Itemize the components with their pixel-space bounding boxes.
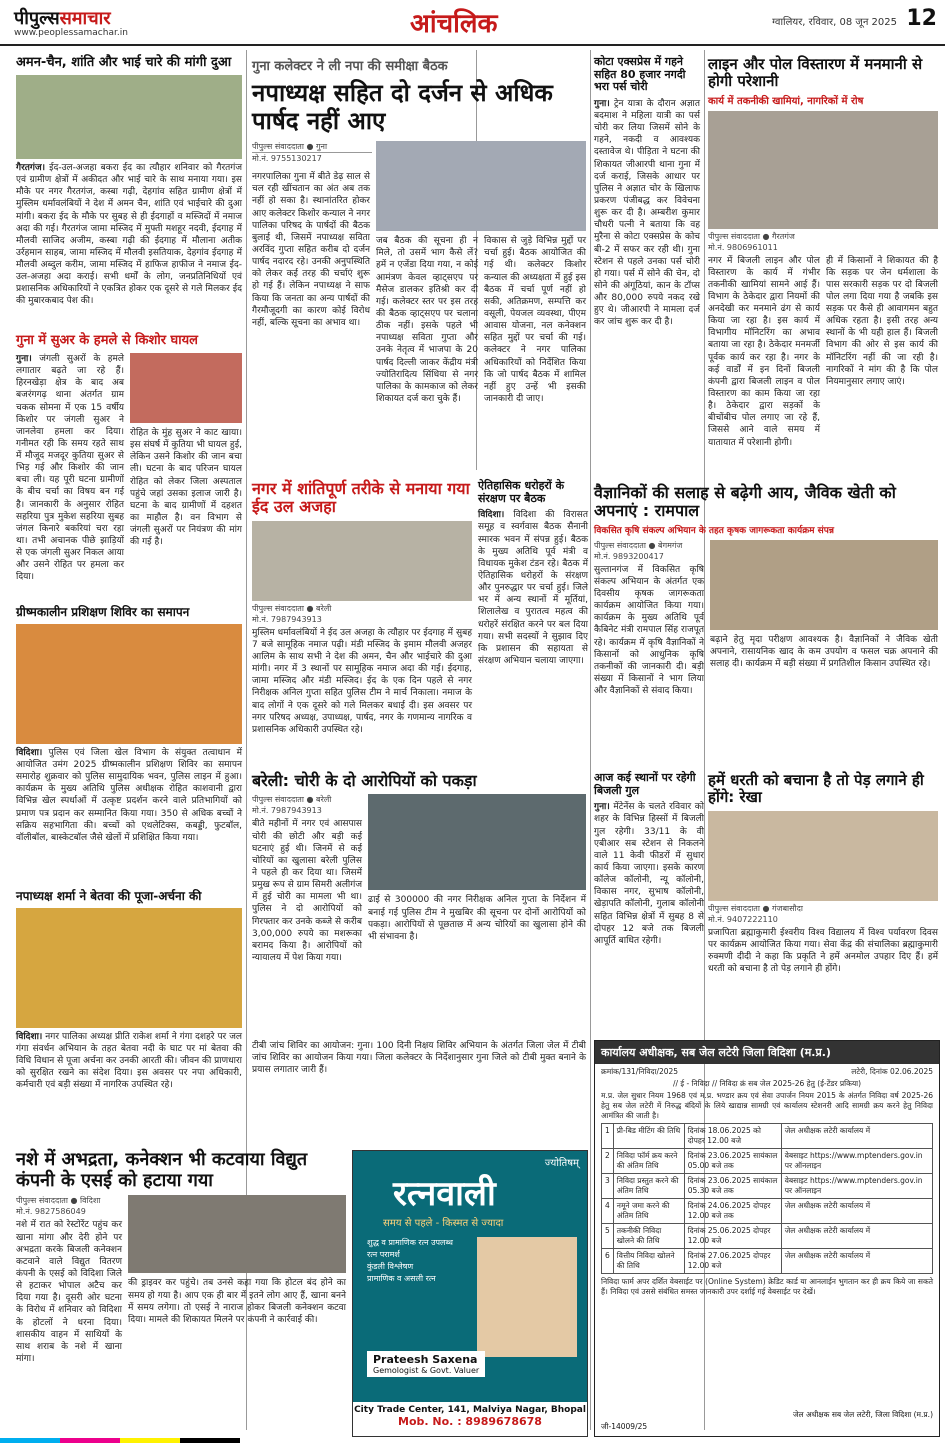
table-row: 5 तकनीकी निविदा खोलने की तिथि दिनांक 25.06.2025 दोपहर 12.00 बजे जेल अधीक्षक लटेरी कार्यालय में bbox=[602, 1224, 933, 1249]
headline: गुना में सुअर के हमले से किशोर घायल bbox=[16, 333, 198, 348]
masthead bbox=[0, 0, 945, 46]
article-bareli-theft bbox=[252, 772, 586, 1034]
pole-photo bbox=[708, 111, 938, 229]
eid-crowd-photo bbox=[252, 521, 472, 601]
article-body: विदिशा। नगर पालिका अध्यक्ष प्रीति राकेश शर्मा ने गंगा दशहरे पर जल गंगा संवर्धन अभियान के तहत बेतवा नदी के घाट पर मां बेतवा की विधि विधान से पूजा अर्चना कर उनकी आरती की। जीवन की प्राणधारा को सुरक्षित रखने का संदेश दिया। इस अवसर पर नपा अधिकारी, कर्मचारी एवं बड़ी संख्या में नागरिक उपस्थित रहे। bbox=[16, 1031, 242, 1091]
article-body: सुल्तानगंज में विकसित कृषि संकल्प अभियान के अंतर्गत एक दिवसीय कृषक जागरूकता कार्यक्रम आयोजित किया गया। कार्यक्रम के मुख्य अतिथि पूर्व कैबिनेट मंत्री रामपाल सिंह राजपूत रहे। कार्यक्रम में कृषि वैज्ञानिकों ने किसानों को आधुनिक कृषि तकनीकों की जानकारी दी। बड़ी संख्या में किसानों ने भाग लिया और वैज्ञानिकों से संवाद किया। bbox=[594, 564, 704, 697]
headline: कोटा एक्सप्रेस में गहने सहित 80 हजार नगदी भरा पर्स चोरी bbox=[594, 55, 686, 94]
table-row: 4 नमूने जमा करने की अंतिम तिथि दिनांक 24.06.2025 दोपहर 12.00 बजे तक जेल अधीक्षक लटेरी कार्यालय में bbox=[602, 1199, 933, 1224]
article-aman-chain bbox=[16, 56, 242, 306]
article-body: नशे में रात को रेस्टोरेंट पहुंच कर खाना मांगा और देरी होने पर अभद्रता करके बिजली कनेक्शन कटवाने वाले विद्युत वितरण कंपनी के एसई को विदिशा जिले से हटाकर भोपाल अटैच कर दिया गया है। दूसरी ओर घटना के विरोध में शनिवार को विदिशा के होटलों ने धरना दिया। शासकीय वाहन में साथियों के साथ शराब के नशे में खाना मांगा। bbox=[16, 1220, 122, 1364]
table-row: 6 वित्तीय निविदा खोलने की तिथि दिनांक 27.06.2025 दोपहर 12.00 बजे जेल अधीक्षक लटेरी कार्यालय में bbox=[602, 1249, 933, 1274]
injured-boy-photo bbox=[130, 353, 242, 423]
article-body: गुना। जंगली सुअरों के हमले लगातार बढ़ते जा रहे हैं। हिरनखेड़ा क्षेत्र के बाद अब बजरंगगढ़ थाना अंतर्गत ग्राम चकक सोमना में एक 15 वर्षीय किशोर पर जंगली सुअर ने जानलेवा हमला कर दिया। गनीमत रही कि समय रहते साथ में मौजूद मजदूर कुतिया सुअर से भिड़ गई और किशोर की जान बचा ली। यह पूरी घटना ग्रामीणों के बीच चर्चा का विषय बन गई है। जानकारी के अनुसार रोहित सहरिया पुत्र मुकेश सहरिया सुबह जंगल किनारे बकरियां चरा रहा था। तभी अचानक पीछे झाड़ियों से एक जंगली सुअर निकल आया और उसने रोहित पर हमला कर दिया। bbox=[16, 353, 124, 583]
tender-title: कार्यालय अधीक्षक, सब जेल लटेरी जिला विदिशा (म.प्र.) bbox=[595, 1041, 939, 1064]
headline: ग्रीष्मकालीन प्रशिक्षण शिविर का समापन bbox=[16, 605, 190, 619]
issue-date: ग्वालियर, रविवार, 08 जून 2025 bbox=[772, 17, 897, 28]
column-rule bbox=[590, 50, 591, 1430]
camp-ceremony-photo bbox=[16, 624, 242, 744]
ad-items: शुद्ध व प्रामाणिक रत्न उपलब्ध रत्न परामर्श कुंडली विश्लेषण प्रामाणिक व असली रत्न bbox=[367, 1238, 453, 1283]
tender-footer: निविदा फार्म अपर दर्शित वेबसाईट पर (Online System) क्रेडिट कार्ड या आनलाईन भुगतान कर ही क्रय किये जा सकते हैं। निविदा एवं उससे संबंधित समस्त जानकारी उपर दर्शाई गई वेबसाईट पर देखें। bbox=[601, 1277, 933, 1296]
ad-contact: City Trade Center, 141, Malviya Nagar, Bhopal Mob. No. : 8989678678 bbox=[353, 1402, 587, 1436]
article-body: नगर में बिजली लाइन और पोल विस्तारण के कार्य में गंभीर तकनीकी खामियां सामने आई हैं। विभाग के ठेकेदार द्वारा नियमों की अनदेखी कर मनमाने ढंग से कार्य किया जा रहा है। इस कार्य में विभागीय मॉनिटरिंग का अभाव बताया जा रहा है। ठेकेदार मनमर्जी पूर्वक कार्य कर रहा है। नगर के कई वार्डों में इन दिनों बिजली कंपनी द्वारा बिजली लाइन व पोल विस्तारण का काम किया जा रहा है। ठेकेदार द्वारा सड़कों के बीचोंबीच पोल लगाए जा रहे हैं, जिससे आने वाले समय में यातायात में परेशानी होगी। bbox=[708, 255, 820, 448]
article-napa-review bbox=[252, 56, 586, 405]
article-kota-theft bbox=[594, 56, 700, 476]
ad-tag: ज्योतिषम् bbox=[544, 1158, 579, 1169]
article-heritage bbox=[478, 480, 588, 770]
ad-brand: रत्नवाली bbox=[393, 1174, 496, 1214]
byline-block: पीपुल्स संवाददाता ● बेगमगंज मो.नं. 9893200417 bbox=[594, 540, 683, 561]
headline: नपाध्यक्ष सहित दो दर्जन से अधिक पार्षद नहीं आए bbox=[252, 79, 553, 135]
headline: नशे में अभद्रता, कनेक्शन भी कटवाया विद्युत कंपनी के एसई को हटाया गया bbox=[16, 1149, 308, 1191]
headline: ऐतिहासिक धरोहरों के संरक्षण पर बैठक bbox=[478, 479, 565, 505]
article-body-cont: जब बैठक की सूचना ही न मिले, तो उसमें भाग कैसे लें? हमें न एजेंडा दिया गया, न कोई आमंत्रण केवल व्हाट्सएप पर मैसेज डालकर इतिश्री कर दी गई। कलेक्टर स्तर पर इस तरह की बैठक व्हाट्सएप पर चलाना ठीक नहीं। इसके पहले भी नपाध्यक्ष सविता गुप्ता और उनके नेतृत्व में भाजपा के 20 पार्षद दिल्ली जाकर केंद्रीय मंत्री ज्योतिरादित्य सिंधिया से नगर पालिका के कामकाज को लेकर शिकायत दर्ज करा चुके हैं। bbox=[376, 236, 478, 405]
section-title: आंचलिक bbox=[410, 9, 498, 39]
pooja-photo bbox=[16, 908, 242, 1028]
registration-bar bbox=[180, 1438, 240, 1443]
article-body: विदिशा। पुलिस एवं जिला खेल विभाग के संयुक्त तत्वाधान में आयोजित उमंग 2025 ग्रीष्मकालीन प्रशिक्षण शिविर का समापन समारोह शुक्रवार को पुलिस सामुदायिक भवन, पुलिस लाइन में हुआ। कार्यक्रम के मुख्य अतिथि पुलिस अधीक्षक रोहित काशवानी द्वारा विभिन्न खेल स्पर्धाओं में उत्कृष्ट प्रदर्शन करने वाले प्रतिभागियों को प्रमाण पत्र प्रदान कर सम्मानित किया गया। 350 से अधिक बच्चों ने सक्रिय सहभागिता की। बच्चों को एथलेटिक्स, कबड्डी, फुटबॉल, वॉलीबॉल, बास्केटबॉल जैसे खेलों में प्रशिक्षित किया गया। bbox=[16, 747, 242, 843]
website-url[interactable]: www.peoplessamachar.in bbox=[14, 28, 128, 38]
article-body-cont2: विकास से जुड़े विभिन्न मुद्दों पर चर्चा हुई। बैठक आयोजित की गई थी। कलेक्टर किशोर कन्याल की अध्यक्षता में हुई इस बैठक में चर्चा पूर्ण नहीं हो सकी, अतिक्रमण, सम्पत्ति कर वसूली, पेयजल व्यवस्था, पीएम आवास योजना, नल कनेक्शन सहित मुद्दों पर चर्चा की गई। कलेक्टर ने नगर पालिका अधिकारियों को निर्देशित किया कि जो पार्षद बैठक में शामिल नहीं हुए उन्हें भी इसकी जानकारी दी जाए। bbox=[484, 236, 586, 405]
ad-tagline: समय से पहले - किस्मत से ज्यादा bbox=[383, 1218, 504, 1229]
meeting-photo bbox=[376, 141, 586, 231]
article-earth-trees: हमें धरती को बचाना है तो पेड़ लगाने ही होंगे: रेखा पीपुल्स संवाददाता ● गंजबासौदा मो.नं. 9407222110 प्रजापिता ब्रह्माकुमारी ईश्वरीय विश्व विद्यालय में विश्व पर्यावरण दिवस पर कार्यक्रम आयोजित किया गया। सेवा केंद्र की संचालिका ब्रह्माकुमारी रुक्मणी दीदी ने कहा कि प्रकृति ने हमें अनमोल उपहार दिए हैं। हमें धरती को बचाना है तो पेड़ लगाने ही होंगे। bbox=[708, 772, 938, 1034]
headline: आज कई स्थानों पर रहेगी बिजली गुल bbox=[594, 771, 696, 797]
table-row: 1 प्री-बिड मीटिंग की तिथि दिनांक 18.06.2025 को दोपहर 12.00 बजे जेल अधीक्षक लटेरी कार्यालय में bbox=[602, 1124, 933, 1149]
headline: अमन-चैन, शांति और भाई चारे की मांगी दुआ bbox=[16, 55, 232, 70]
subhead: कार्य में तकनीकी खामियां, नागरिकों में रोष bbox=[708, 95, 864, 107]
tender-date: लटेरी, दिनांक 02.06.2025 bbox=[851, 1067, 933, 1076]
article-body-cont: ही में किसानों ने शिकायत की है कि सड़क पर जेन धर्मशाला के पास सरकारी सड़क पर दो बिजली पोल लगा दिया गया है जबकि इस सड़क पर कैसे ही आवागमन बहुत अधिक रहता है। इसी तरह अन्य स्थानों के भी यही हाल हैं। बिजली विभाग की ओर से इस कार्य की मॉनिटरिंग नहीं की जा रही है। नागरिकों ने मांग की है कि पोल नियमानुसार लगाए जाएं। bbox=[826, 255, 938, 387]
article-pooja bbox=[16, 890, 242, 1140]
astrologer-photo bbox=[477, 1237, 577, 1357]
restaurant-photo bbox=[128, 1195, 346, 1273]
article-body: गैरतगंज। ईद-उल-अजहा बकरा ईद का त्यौहार शनिवार को गैरतगंज एवं ग्रामीण क्षेत्रों में अकीदत और भाई चारे के साथ मनाया गया। इस मौके पर नगर गैरतगंज, कस्बा गढ़ी, देहगांव सहित ग्रामीण क्षेत्रों में मुस्लिम धर्मावलंबियों ने देश में अमन चैन, शांति एवं भाईचारे की दुआ मांगी। बकरा ईद के मौके पर सुबह से ही ईदगाहों व मस्जिदों में नमाज अदा की गई। गैरतगंज जामा मस्जिद में मुफ्ती मशहूर नदवी, ईदगाह में मौलवी साजिद अजीम, कस्बा गढ़ी की ईदगाह में मौलाना अतीक उर्रहमान साहब, जामा मस्जिद में मौलवी इसतियाक, देहगांव ईदगाह में मौलवी अब्दुल करीम, जामा मस्जिद में हाफिज हाफीज ने नमाज ईद-उल-अजहा अदा कराई। सभी धर्मों के लोग, जनप्रतिनिधियों एवं प्रशासनिक अधिकारियों ने एकत्रित होकर एक दूसरे से गले मिलकर ईद की मुबारकबाद पेश की। bbox=[16, 162, 242, 307]
article-farming bbox=[594, 484, 938, 768]
tender-intro: म.प्र. जेल सुधार नियम 1968 एवं म.प्र. भण्डार क्रय एवं सेवा उपार्जन नियम 2015 के अंतर्गत निविदा वर्ष 2025-26 हेतु सब जेल लटेरी में निरुद्ध बंदियों के लिये खाद्यान्न सामग्री एवं कार्यालय स्टेशनरी आदि सामग्री क्रय करने हेतु निविदा आमंत्रित की जाती है। bbox=[601, 1091, 933, 1120]
article-body-cont: रोहित के मुंह सुअर ने काट खाया। इस संघर्ष में कुतिया भी घायल हुई, लेकिन उसने किशोर की जान बचा ली। घटना के बाद परिजन घायल रोहित को लेकर जिला अस्पताल पहुंचे जहां उसका इलाज जारी है। घटना के बाद ग्रामीणों में दहशत का माहौल है। वन विभाग से जंगली सुअरों पर नियंत्रण की मांग की गई है। bbox=[130, 427, 242, 548]
article-body: मुस्लिम धर्मावलंबियों ने ईद उल अजहा के त्यौहार पर ईदगाह में सुबह 7 बजे सामूहिक नमाज पढ़ी। मंडी मस्जिद के इमाम मौलवी अजहर आलिम के साथ सभी ने देश की अमन, चैन और भाईचारे की दुआ मांगी। नगर में 3 स्थानों पर सामूहिक नमाज अदा की गई। ईदगाह, जामा मस्जिद और मंडी मस्जिद। ईद के एक दिन पहले से नगर निरीक्षक अनिल गुप्ता सहित पुलिस टीम ने मार्च निकाला। नमाज के बाद लोगों ने एक दूसरे को गले मिलकर बधाई दी। इस अवसर पर नगर परिषद अध्यक्ष, उपाध्यक्ष, पार्षद, नगर के गणमान्य नागरिक व प्रशासनिक अधिकारी उपस्थित रहे। bbox=[252, 627, 472, 735]
ad-name-box: Prateesh Saxena Gemologist & Govt. Valuer bbox=[367, 1351, 485, 1377]
byline-block: पीपुल्स संवाददाता ● विदिशा मो.नं. 9827586049 bbox=[16, 1196, 101, 1217]
article-body: गुना। मेंटेनेंस के चलते रविवार को शहर के विभिन्न हिस्सों में बिजली गुल रहेगी। 33/11 के वी एबीआर सब स्टेशन से निकलने वाले 11 केवी फीडरों में सुधार कार्य किया जाएगा। इसके कारण कॉलेज कॉलोनी, न्यू कॉलोनी, विकास नगर, सुभाष कॉलोनी, खेड़ापति कॉलोनी, गुलाब कॉलोनी सहित विभिन्न क्षेत्रों में सुबह 8 से दोपहर 12 बजे तक बिजली आपूर्ति बाधित रहेगी। bbox=[594, 802, 704, 946]
eid-prayer-photo bbox=[16, 75, 242, 159]
article-line-pole: लाइन और पोल विस्तारण में मनमानी से होगी परेशानी कार्य में तकनीकी खामियां, नागरिकों में रोष पीपुल्स संवाददाता ● गैरतगंज मो.नं. 9806961011 नगर में बिजली लाइन और पोल विस्तारण के कार्य में गंभीर तकनीकी खामियां सामने आई हैं। विभाग के ठेकेदार द्वारा नियमों की अनदेखी कर मनमाने ढंग से कार्य किया जा रहा है। इस कार्य में विभागीय मॉनिटरिंग का अभाव बताया जा रहा है। ठेकेदार मनमर्जी पूर्वक कार्य कर रहा है। नगर के कई वार्डों में इन दिनों बिजली कंपनी द्वारा बिजली लाइन व पोल विस्तारण का काम किया जा रहा है। ठेकेदार द्वारा सड़कों के बीचोंबीच पोल लगाए जा रहे हैं, जिससे आने वाले समय में यातायात में परेशानी होगी। ही में किसानों ने शिकायत की है कि सड़क पर जेन धर्मशाला के पास सरकारी सड़क पर दो बिजली पोल लगा दिया गया है जबकि इस सड़क पर कैसे ही आवागमन बहुत अधिक रहता है। इसी तरह अन्य स्थानों के भी यही हाल हैं। बिजली विभाग की ओर से इस कार्य की मॉनिटरिंग नहीं की जा रही है। नागरिकों ने मांग की है कि पोल नियमानुसार लगाए जाएं। bbox=[708, 55, 938, 448]
article-body: नगरपालिका गुना में बीते डेढ़ साल से चल रही खींचतान का अंत अब तक नहीं हो सका है। स्थानांतरित होकर आए कलेक्टर किशोर कन्याल ने नगर पालिका परिषद के पार्षदों की बैठक बुलाई थी, जिसमें नपाध्यक्ष सविता अरविंद गुप्ता सहित करीब दो दर्जन पार्षद नदारद रहे। उनकी अनुपस्थिति को लेकर कई तरह की चर्चाएं शुरू हो गई हैं। लेकिन नपाध्यक्ष ने साफ किया कि जनता का अन्य पार्षदों की गैरमौजूदगी का कारण कोई विरोध नहीं, बल्कि सूचना का अभाव था। bbox=[252, 172, 370, 328]
article-eid-peaceful: नगर में शांतिपूर्ण तरीके से मनाया गया ईद उल अजहा पीपुल्स संवाददाता ● बरेली मो.नं. 7987943913 मुस्लिम धर्मावलंबियों ने ईद उल अजहा के त्यौहार पर ईदगाह में सुबह 7 बजे सामूहिक नमाज पढ़ी। मंडी मस्जिद के इमाम मौलवी अजहर आलिम के साथ सभी ने देश की अमन, चैन और भाईचारे की दुआ मांगी। नगर में 3 स्थानों पर सामूहिक नमाज अदा की गई। ईदगाह, जामा मस्जिद और मंडी मस्जिद। ईद के एक दिन पहले से नगर निरीक्षक अनिल गुप्ता सहित पुलिस टीम ने मार्च निकाला। नमाज के बाद लोगों ने एक दूसरे को गले मिलकर बधाई दी। इस अवसर पर नगर परिषद अध्यक्ष, उपाध्यक्ष, पार्षद, नगर के गणमान्य नागरिक व प्रशासनिक अधिकारी उपस्थित रहे। bbox=[252, 480, 472, 770]
tender-subject: // ई - निविदा // निविदा क्रं सब जेल 2025-26 हेतु (ई-टेंडर प्रकिया) bbox=[672, 1079, 862, 1088]
table-row: 3 निविदा प्रस्तुत करने की अंतिम तिथि दिनांक 23.06.2025 सायंकाल 05.30 बजे तक वेबसाइट https://www.mptenders.gov.in पर ऑनलाइन bbox=[602, 1174, 933, 1199]
tender-schedule-table bbox=[601, 1123, 933, 1274]
advertisement-ratnavali[interactable] bbox=[352, 1150, 588, 1437]
page-number: 12 bbox=[906, 6, 937, 31]
registration-bar bbox=[60, 1438, 120, 1443]
headline: वैज्ञानिकों की सलाह से बढ़ेगी आय, जैविक खेती को अपनाएं : रामपाल bbox=[594, 483, 896, 521]
tb-camp-note: टीबी जांच शिविर का आयोजन: गुना। 100 दिनी निक्षय शिविर अभियान के अंतर्गत जिला जेल में टीबी जांच शिविर का आयोजन किया गया। जिला कलेक्टर के निर्देशानुसार गुना जिले को टीबी मुक्त बनाने के प्रयास लगातार जारी हैं। bbox=[252, 1041, 586, 1076]
headline: हमें धरती को बचाना है तो पेड़ लगाने ही होंगे: रेखा bbox=[708, 771, 924, 807]
article-body: गुना। ट्रेन यात्रा के दौरान अज्ञात बदमाश ने महिला यात्री का पर्स चोरी कर लिया जिसमें सोने के गहने, नकदी व आवश्यक दस्तावेज थे। पीड़िता ने घटना की शिकायत जीआरपी थाना गुना में दर्ज कराई, जिसके आधार पर पुलिस ने अज्ञात चोर के खिलाफ प्रकरण पंजीबद्ध कर विवेचना शुरू कर दी है। अम्बरीश कुमार चौधरी पत्नी ने बताया कि वह मुरैना से कोटा एक्सप्रेस के कोच बी-2 में सफर कर रही थी। गुना स्टेशन से पहले उनका पर्स चोरी हो गया। पर्स में सोने की चेन, दो सोने की अंगूठियां, कान के टॉप्स और 80,000 रुपये नकद रखे हुए थे। जीआरपी ने मामला दर्ज कर जांच शुरू कर दी है। bbox=[594, 98, 700, 328]
article-body-cont: की ड्राइवर कर पहुंचे। तब उनसे कहा गया कि होटल बंद होने का समय हो गया है। आप एक ही बार में इतने लोग आए हैं, खाना बनने में समय लगेगा। तो एसई ने नाराज होकर बिजली कनेक्शन कटवा दिया। मामले की शिकायत मिलने पर कंपनी ने कार्रवाई की। bbox=[128, 1278, 346, 1325]
article-summer-camp bbox=[16, 606, 242, 886]
article-body-cont: ढाई से 300000 की नगर निरीक्षक अनिल गुप्ता के निर्देशन में बनाई गई पुलिस टीम ने मुखबिर की सूचना पर दोनों आरोपियों को पकड़ा। आरोपियों से पूछताछ में अन्य चोरियों का खुलासा होने की भी संभावना है। bbox=[368, 895, 586, 942]
brahmakumari-photo bbox=[708, 811, 938, 901]
article-power-cut bbox=[594, 772, 704, 1034]
byline-block: पीपुल्स संवाददाता ● बरेली मो.नं. 7987943913 bbox=[252, 795, 332, 816]
article-body-cont: बढ़ाने हेतु मृदा परीक्षण आवश्यक है। वैज्ञानिकों ने जैविक खेती अपनाने, रासायनिक खाद के कम उपयोग व फसल चक्र अपनाने की सलाह दी। कार्यक्रम में बड़ी संख्या में प्रगतिशील किसान उपस्थित रहे। bbox=[710, 634, 938, 670]
headline: नपाध्यक्ष शर्मा ने बेतवा की पूजा-अर्चना की bbox=[16, 889, 202, 903]
newspaper-logo: पीपुल्ससमाचार bbox=[14, 8, 111, 29]
tender-code: जी-14009/25 bbox=[601, 1422, 648, 1431]
headline: नगर में शांतिपूर्ण तरीके से मनाया गया ईद उल अजहा bbox=[252, 479, 470, 517]
farmers-meeting-photo bbox=[710, 540, 938, 630]
article-body: विदिशा। विदिशा की विरासत समूह व स्वर्गवास बैठक सैनानी स्मारक भवन में संपन्न हुई। बैठक के मुख्य अतिथि पूर्व मंत्री व विधायक मुकेश टंडन रहे। बैठक में ऐतिहासिक धरोहरों के संरक्षण और पुनरुद्धार पर चर्चा हुई। जिले भर में अन्य स्थानों में मूर्तियां, शिलालेख व पुरातत्व महत्व की धरोहरें संरक्षित करने पर बल दिया गया। सभी सदस्यों ने सुझाव दिए कि प्रशासन की सहायता से संरक्षण अभियान चलाया जाएगा। bbox=[478, 510, 588, 666]
article-boy-injured bbox=[16, 334, 242, 604]
tender-ref: क्रमांक/131/निविदा/2025 bbox=[601, 1067, 679, 1076]
registration-bar bbox=[120, 1438, 180, 1443]
tender-notice bbox=[594, 1040, 940, 1437]
article-body: प्रजापिता ब्रह्माकुमारी ईश्वरीय विश्व विद्यालय में विश्व पर्यावरण दिवस पर कार्यक्रम आयोजित किया गया। सेवा केंद्र की संचालिका ब्रह्माकुमारी रुक्मणी दीदी ने कहा कि प्रकृति ने हमें अनमोल उपहार दिए हैं। हमें धरती को बचाना है तो पेड़ लगाने ही होंगे। bbox=[708, 927, 938, 974]
registration-bar bbox=[0, 1438, 60, 1443]
article-body: बीते महीनों में नगर एवं आसपास चोरी की छोटी और बड़ी कई घटनाएं हुई थी। जिनमें से कई चोरियों का खुलासा बरेली पुलिस ने पहले ही कर दिया था। जिसमें प्रमुख रूप से ग्राम सिमरी अलीगंज में हुई चोरी का मामला भी था। पुलिस ने दो आरोपियों को गिरफ्तार कर उनके कब्जे से करीब 3,00,000 रुपये का मशरूका बरामद किया है। आरोपियों को न्यायालय में पेश किया गया। bbox=[252, 819, 363, 963]
headline: बरेली: चोरी के दो आरोपियों को पकड़ा bbox=[252, 771, 477, 790]
subhead: विकसित कृषि संकल्प अभियान के तहत कृषक जागरूकता कार्यक्रम संपन्न bbox=[594, 525, 834, 536]
accused-photo bbox=[368, 794, 586, 890]
table-row: 2 निविदा फॉर्म क्रय करने की अंतिम तिथि दिनांक 23.06.2025 सायंकाल 05.00 बजे तक वेबसाइट https://www.mptenders.gov.in पर ऑनलाइन bbox=[602, 1149, 933, 1174]
tender-signature: जेल अधीक्षक सब जेल लटेरी, जिला विदिशा (म.प्र.) bbox=[792, 1410, 933, 1419]
headline: लाइन और पोल विस्तारण में मनमानी से होगी परेशानी bbox=[708, 55, 923, 91]
kicker: गुना कलेक्टर ने ली नपा की समीक्षा बैठक bbox=[252, 59, 448, 74]
byline-block: पीपुल्स संवाददाता ● गुना मो.नं. 9755130217 bbox=[252, 141, 372, 164]
article-misbehaviour bbox=[16, 1150, 346, 1435]
